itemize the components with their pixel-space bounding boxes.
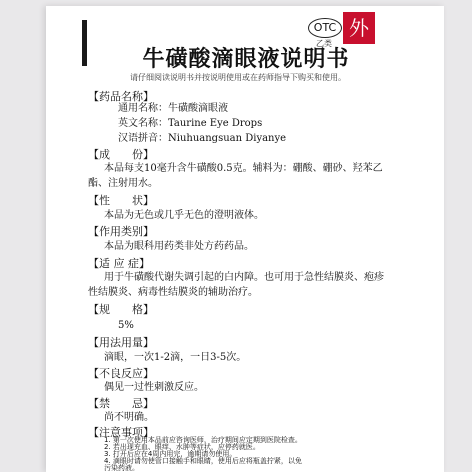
english-name: 英文名称：Taurine Eye Drops [118, 118, 263, 129]
note-item-2: 2. 若出现充血、眼痒、水肿等症状，应停药就医。 [104, 443, 260, 451]
spec-text: 5% [118, 320, 134, 331]
section-heading-indication: 【适 应 症】 [88, 257, 150, 270]
section-heading-description: 【性 状】 [88, 194, 154, 207]
section-heading-composition: 【成 份】 [88, 148, 154, 161]
section-heading-spec: 【规 格】 [88, 303, 154, 316]
note-item-4-line-2: 污染药液。 [104, 464, 139, 472]
generic-name: 通用名称：牛磺酸滴眼液 [118, 103, 228, 114]
section-heading-contraindications: 【禁 忌】 [88, 397, 154, 410]
composition-line-1: 本品每支10毫升含牛磺酸0.5克。辅料为：硼酸、硼砂、羟苯乙 [104, 163, 383, 174]
section-heading-name: 【药品名称】 [88, 90, 154, 103]
category-text: 本品为眼科用药类非处方药药品。 [104, 241, 254, 252]
adverse-text: 偶见一过性刺激反应。 [104, 382, 204, 393]
contraindications-text: 尚不明确。 [104, 412, 154, 423]
pinyin-name: 汉语拼音：Niuhuangsuan Diyanye [118, 133, 287, 144]
section-heading-notes: 【注意事项】 [88, 426, 154, 439]
external-use-mark: 外 [343, 12, 375, 44]
note-item-3: 3. 打开后应在4周内用完，逾期请勿使用。 [104, 450, 237, 458]
note-item-1: 1. 第一次使用本品前应咨询医师，治疗期间应定期到医院检查。 [104, 436, 302, 444]
description-text: 本品为无色或几乎无色的澄明液体。 [104, 210, 264, 221]
document-title: 牛磺酸滴眼液说明书 [142, 47, 350, 72]
document-subtitle: 请仔细阅读说明书并按说明使用或在药师指导下购买和使用。 [130, 73, 346, 82]
composition-line-2: 酯、注射用水。 [88, 178, 158, 189]
section-heading-adverse: 【不良反应】 [88, 367, 154, 380]
note-item-4-line-1: 4. 滴眼时请勿使管口接触手和眼睛，使用后应将瓶盖拧紧，以免 [104, 457, 302, 465]
usage-text: 滴眼，一次1-2滴，一日3-5次。 [104, 352, 247, 363]
edge-black-bar [82, 20, 87, 66]
section-heading-category: 【作用类别】 [88, 225, 154, 238]
otc-class-label: 乙类 [316, 39, 332, 48]
section-heading-usage: 【用法用量】 [88, 336, 154, 349]
otc-badge: OTC [308, 18, 342, 38]
indication-line-1: 用于牛磺酸代谢失调引起的白内障。也可用于急性结膜炎、疱疹 [104, 272, 384, 283]
indication-line-2: 性结膜炎、病毒性结膜炎的辅助治疗。 [88, 287, 258, 298]
